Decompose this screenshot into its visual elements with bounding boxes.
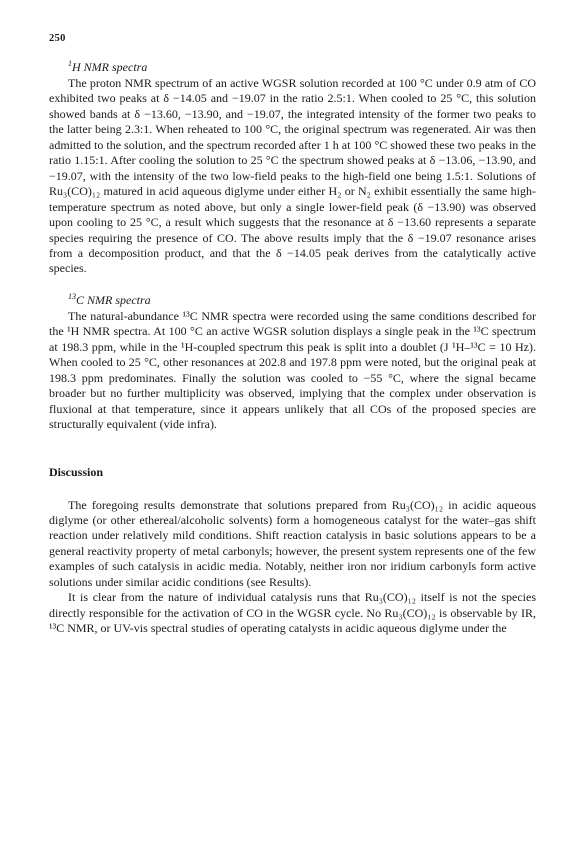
section-heading-h-nmr bbox=[68, 60, 536, 75]
section-heading-c-nmr bbox=[68, 293, 536, 308]
section-c-nmr bbox=[49, 293, 536, 433]
paragraph-c-nmr: The natural-abundance ¹³C NMR spectra were recorded using the same conditions described for the ¹H NMR spectra. At 100 °C an active WGSR solution displays a single peak in the ¹³C spectrum at 198.3 ppm, while in the ¹H-coupled spectrum this peak is split into a doublet (J ¹H–¹³C = 10 Hz). When cooled to 25 °C, other resonances at 202.8 and 197.8 ppm were noted, but the original peak at 198.3 ppm predominates. Finally the solution was cooled to −55 °C, where the signal became broader but no further multiplicity was observed, implying that the complex under observation is fluxional at that temperature, since it appears unlikely that all COs of the proposed species are structurally equivalent (vide infra). bbox=[49, 308, 536, 432]
page-number: 250 bbox=[49, 33, 66, 44]
section-heading-discussion: Discussion bbox=[49, 464, 104, 479]
heading-text: H NMR spectra bbox=[72, 60, 148, 74]
section-discussion bbox=[49, 465, 536, 637]
section-h-nmr bbox=[49, 60, 536, 277]
heading-superscript: 13 bbox=[68, 291, 76, 301]
heading-text: C NMR spectra bbox=[76, 292, 151, 307]
paragraph-discussion-2: It is clear from the nature of individual catalysis runs that Ru₃(CO)₁₂ itself is not the species directly responsible for the activation of CO in the WGSR cycle. No Ru₃(CO)₁₂ is observable by IR, ¹³C NMR, or UV-vis spectral studies of operating catalysts in acidic aqueous diglyme under the bbox=[49, 590, 536, 636]
paragraph-discussion-1: The foregoing results demonstrate that solutions prepared from Ru₃(CO)₁₂ in acidic aqueous diglyme (or other ethereal/alcoholic solvents) form a homogeneous catalyst for the water–gas shift reaction under relatively mild conditions. Shift reaction catalysis in basic solutions appears to be a general reactivity property of metal carbonyls; however, the present system represents one of the few examples of such catalysis in acidic media. Notably, neither iron nor iridium carbonyls form active solutions under similar acidic conditions (see Results). bbox=[49, 497, 536, 589]
heading-superscript: 1 bbox=[68, 59, 72, 68]
paragraph-h-nmr: The proton NMR spectrum of an active WGSR solution recorded at 100 °C under 0.9 atm of CO exhibited two peaks at δ −14.05 and −19.07 in the ratio 2.5:1. When cooled to 25 °C, this solution showed bands at δ −13.60, −13.90, and −19.07, the integrated intensity of the former two peaks to the latter being 2.3:1. When reheated to 100 °C, the original spectrum was regenerated. Air was then admitted to the solution, and the spectrum recorded after 1 h at 100 °C showed these two peaks in the ratio 1.15:1. After cooling the solution to 25 °C the spectrum showed peaks at δ −13.06, −13.90, and −19.07, with the intensity of the two low-field peaks to the high-field one being 1.5:1. Solutions of Ru₃(CO)₁₂ matured in acid aqueous diglyme under either H₂ or N₂ exhibit essentially the same high-temperature spectrum as noted above, but only a single lower-field peak (δ −13.90) was observed upon cooling to 25 °C, a result which suggests that the resonance at δ −13.60 represents a separate species requiring the presence of CO. The above results imply that the δ −19.07 resonance arises from a decomposition product, and that the δ −14.05 peak derives from the catalytically active species. bbox=[49, 76, 536, 276]
